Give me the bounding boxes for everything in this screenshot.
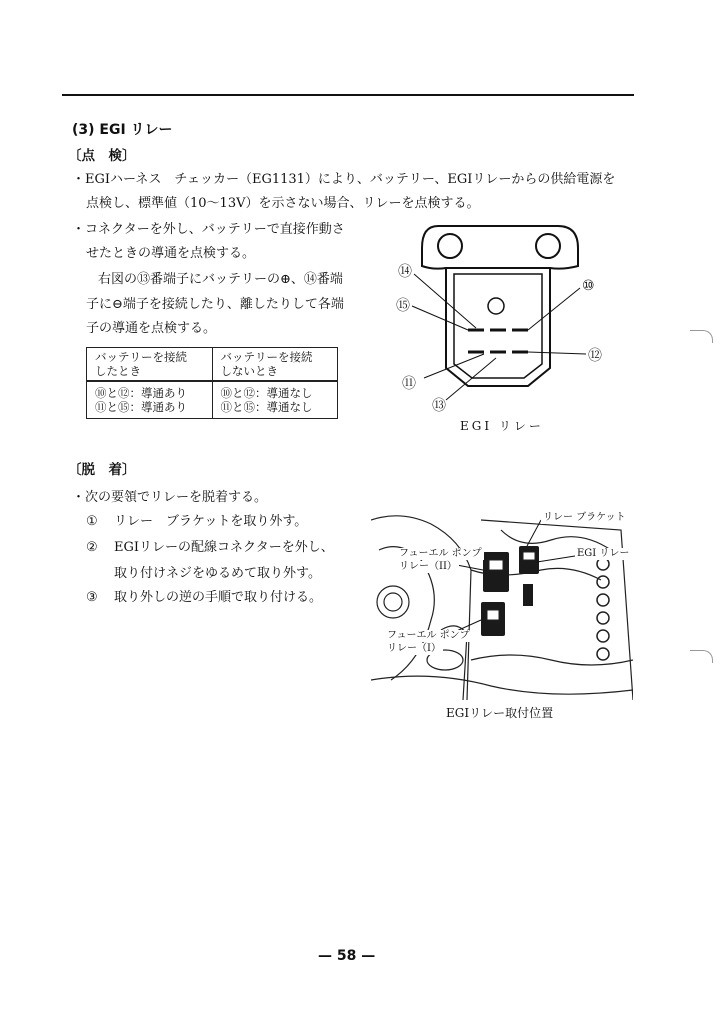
- removal-intro: ・次の要領でリレーを脱着する。: [72, 490, 268, 505]
- terminal-12-label: ⑫: [588, 348, 602, 364]
- step-1-text: リレー ブラケットを取り外す。: [114, 514, 308, 529]
- inspection-line-3: ・コネクターを外し、バッテリーで直接作動さ: [72, 222, 345, 237]
- inspection-heading: 〔点 検〕: [68, 148, 136, 164]
- table-header-not-connected: [212, 348, 338, 382]
- cell-text: ⑪と⑮：導通なし: [220, 400, 313, 414]
- terminal-10-label: ⑩: [582, 278, 595, 294]
- table-header-connected: [87, 348, 213, 382]
- section-title: (3) EGI リレー: [72, 122, 173, 138]
- engine-bay-illustration: [371, 510, 633, 700]
- mount-hole-left: [438, 234, 462, 258]
- fuel-pump-relay-1-label: フューエル ポンプ: [387, 630, 470, 641]
- terminal-13-label: ⑬: [432, 398, 446, 414]
- table-cell: [87, 381, 213, 419]
- mount-hole-right: [536, 234, 560, 258]
- step-3-text: 取り外しの逆の手順で取り付ける。: [114, 590, 323, 605]
- fuel-pump-relay-2-label: フューエル ポンプ: [399, 548, 482, 559]
- inspection-line-5: 右図の⑬番端子にバッテリーの⊕、⑭番端: [98, 272, 343, 287]
- step-2-number: ②: [86, 540, 98, 555]
- inspection-line-1: ・EGIハーネス チェッカー（EG1131）により、バッテリー、EGIリレーからの供給電源を: [72, 172, 616, 187]
- scan-edge-mark: [690, 330, 713, 343]
- egi-relay-label: EGI リレー: [577, 548, 630, 559]
- removal-heading: 〔脱 着〕: [68, 462, 136, 478]
- inspection-line-6: 子に⊖端子を接続したり、離したりして各端: [86, 297, 344, 312]
- inspection-line-2: 点検し、標準値（10〜13V）を示さない場合、リレーを点検する。: [86, 196, 480, 211]
- terminal-11-label: ⑪: [402, 376, 416, 392]
- cell-text: ⑩と⑫：導通あり: [95, 386, 187, 400]
- egi-relay-diagram: [388, 218, 618, 418]
- step-3-number: ③: [86, 590, 98, 605]
- terminal-14-label: ⑭: [398, 264, 412, 280]
- center-screw: [488, 298, 504, 314]
- header-text: したとき: [95, 364, 141, 378]
- terminal-15-label: ⑮: [396, 298, 410, 314]
- inspection-line-4: せたときの導通を点検する。: [86, 246, 256, 261]
- step-2-text-cont: 取り付けネジをゆるめて取り外す。: [114, 566, 321, 581]
- photo-caption: EGIリレー取付位置: [446, 706, 554, 720]
- cell-text: ⑪と⑮：導通あり: [95, 400, 187, 414]
- step-1-number: ①: [86, 514, 98, 529]
- top-rule: [62, 94, 634, 96]
- fuel-pump-relay-1-label-line2: リレー（I）: [387, 643, 441, 654]
- relay-diagram-caption: EGI リレー: [460, 419, 544, 433]
- cell-text: ⑩と⑫：導通なし: [220, 386, 313, 400]
- header-text: しないとき: [220, 364, 278, 378]
- step-2-text: EGIリレーの配線コネクターを外し、: [114, 540, 334, 555]
- table-row: [87, 381, 338, 419]
- table-cell: [212, 381, 338, 419]
- scan-edge-mark: [690, 650, 713, 663]
- header-text: バッテリーを接続: [220, 350, 313, 364]
- fuel-pump-relay-2-label-line2: リレー（II）: [399, 561, 457, 572]
- relay-bracket-label: リレー ブラケット: [543, 512, 626, 523]
- header-text: バッテリーを接続: [95, 350, 187, 364]
- page-number: — 58 —: [318, 948, 376, 964]
- continuity-table: [86, 347, 338, 419]
- inspection-line-7: 子の導通を点検する。: [86, 321, 217, 336]
- relay-location-photo: [371, 510, 633, 700]
